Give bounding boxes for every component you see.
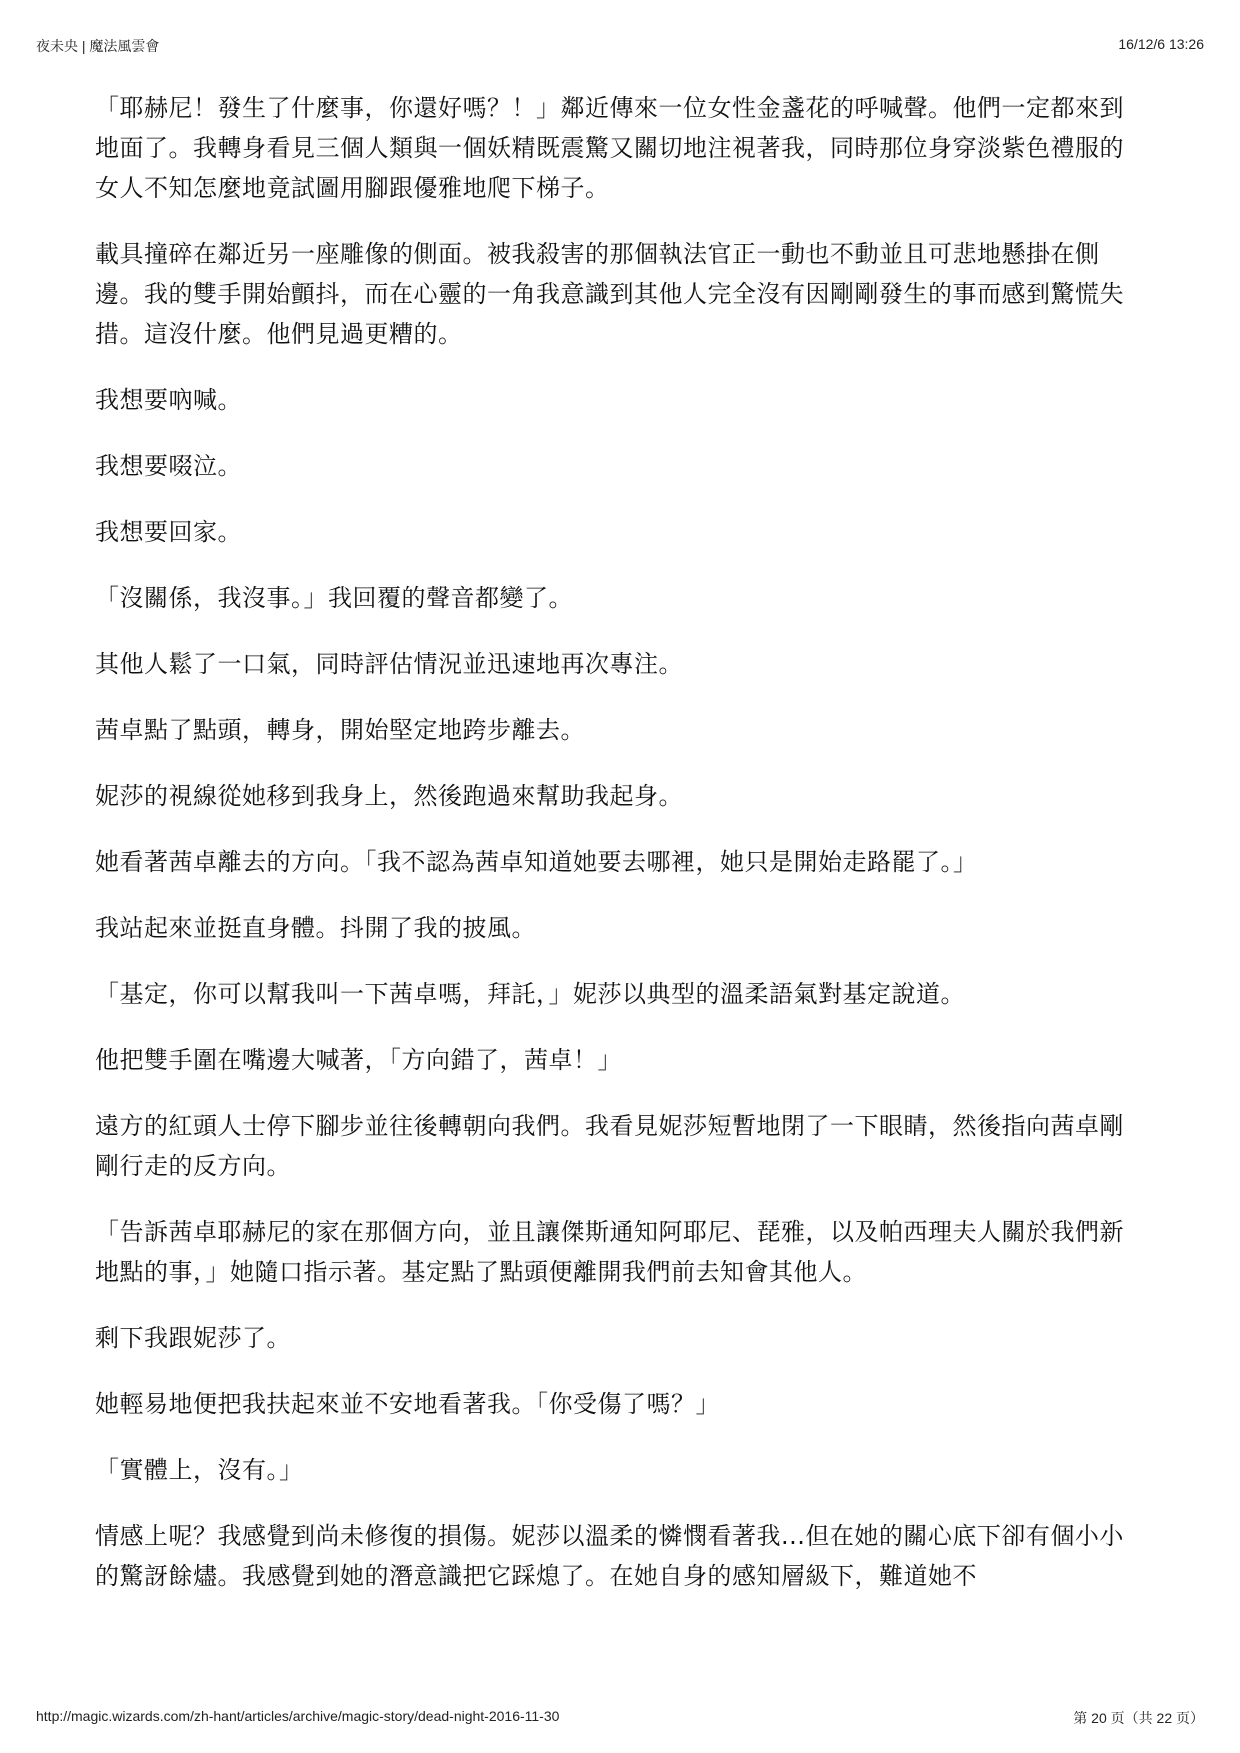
paragraph: 妮莎的視線從她移到我身上，然後跑過來幫助我起身。 [95,782,683,810]
paragraph: 我想要回家。 [95,518,242,546]
paragraph: 載具撞碎在鄰近另一座雕像的側面。被我殺害的那個執法官正一動也不動並且可悲地懸掛在側邊。我的雙手開始顫抖，而在心靈的一角我意識到其他人完全沒有因剛剛發生的事而感到驚慌失措。這沒什麼。他們見過更糟的。 [95,240,1124,348]
paragraph: 他把雙手圍在嘴邊大喊著，「方向錯了，茜卓！」 [95,1046,622,1074]
paragraph: 我想要啜泣。 [95,452,242,480]
article-body [95,88,1145,1622]
paragraph: 她輕易地便把我扶起來並不安地看著我。「你受傷了嗎？」 [95,1390,720,1418]
paragraph: 情感上呢？我感覺到尚未修復的損傷。妮莎以溫柔的憐憫看著我...但在她的關心底下卻有個小小的驚訝餘燼。我感覺到她的潛意識把它踩熄了。在她自身的感知層級下，難道她不 [95,1522,1124,1590]
print-datetime: 16/12/6 13:26 [1118,36,1204,52]
page-title: 夜未央 | 魔法風雲會 [36,38,160,54]
paragraph: 她看著茜卓離去的方向。「我不認為茜卓知道她要去哪裡，她只是開始走路罷了。」 [95,848,978,876]
paragraph: 我想要吶喊。 [95,386,242,414]
paragraph: 「告訴茜卓耶赫尼的家在那個方向，並且讓傑斯通知阿耶尼、琵雅，以及帕西理夫人關於我們新地點的事，」她隨口指示著。基定點了點頭便離開我們前去知會其他人。 [95,1218,1124,1286]
paragraph: 我站起來並挺直身體。抖開了我的披風。 [95,914,536,942]
paragraph: 茜卓點了點頭，轉身，開始堅定地跨步離去。 [95,716,585,744]
paragraph: 「耶赫尼！發生了什麼事，你還好嗎？！」鄰近傳來一位女性金盞花的呼喊聲。他們一定都來到地面了。我轉身看見三個人類與一個妖精既震驚又關切地注視著我，同時那位身穿淡紫色禮服的女人不知怎麼地竟試圖用腳跟優雅地爬下梯子。 [95,94,1124,202]
paragraph: 遠方的紅頭人士停下腳步並往後轉朝向我們。我看見妮莎短暫地閉了一下眼睛，然後指向茜卓剛剛行走的反方向。 [95,1112,1124,1180]
paragraph: 「基定，你可以幫我叫一下茜卓嗎，拜託，」妮莎以典型的溫柔語氣對基定說道。 [95,980,965,1008]
paragraph: 「實體上，沒有。」 [95,1456,304,1484]
paragraph: 剩下我跟妮莎了。 [95,1324,291,1352]
print-header [0,36,1240,56]
print-footer [0,1708,1240,1728]
paragraph: 其他人鬆了一口氣，同時評估情況並迅速地再次專注。 [95,650,683,678]
page-number: 第 20 页（共 22 页） [1073,1710,1204,1726]
page-url: http://magic.wizards.com/zh-hant/articles/archive/magic-story/dead-night-2016-11-30 [36,1708,560,1724]
paragraph: 「沒關係，我沒事。」我回覆的聲音都變了。 [95,584,573,612]
